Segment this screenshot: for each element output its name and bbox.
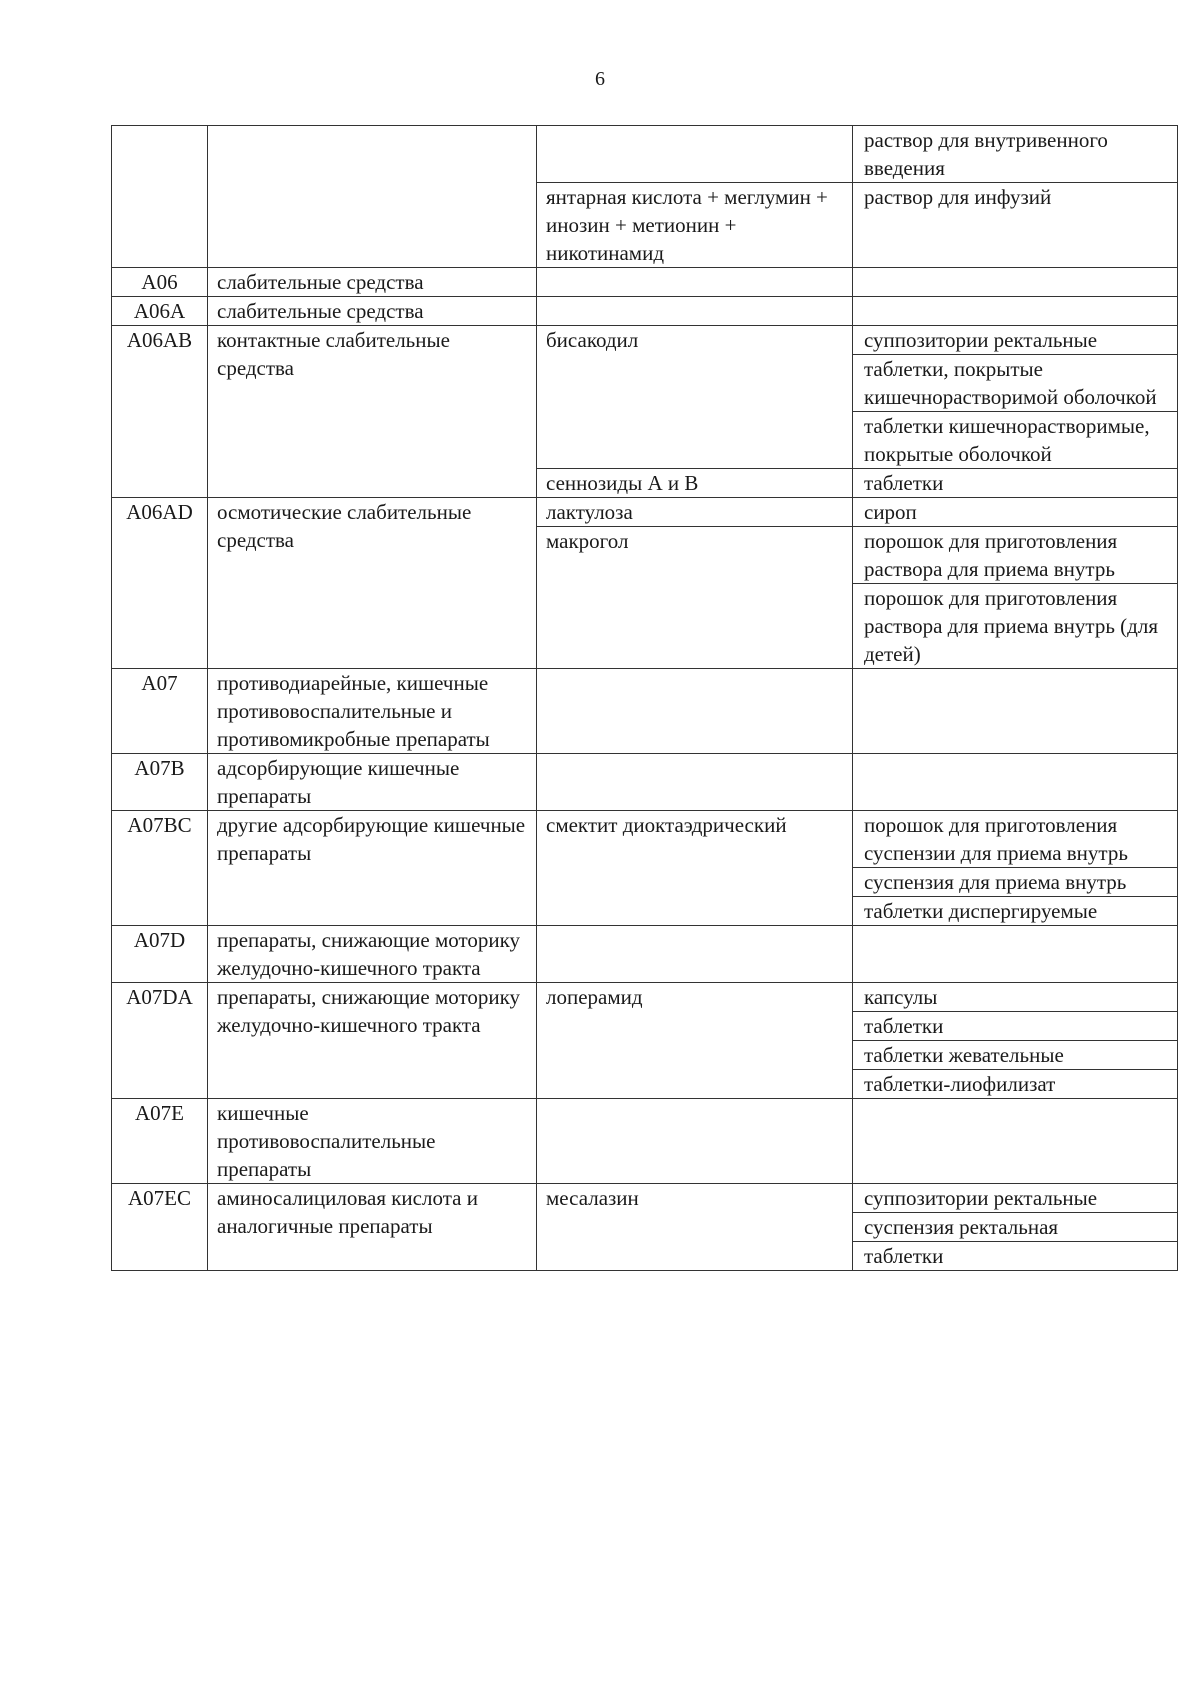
- group-name-cell: другие адсорбирующие кишечные препараты: [208, 811, 537, 926]
- drug-name-cell: лоперамид: [537, 983, 853, 1099]
- group-name-cell: аминосалициловая кислота и аналогичные препараты: [208, 1184, 537, 1271]
- drug-name-cell: [537, 669, 853, 754]
- group-name-cell: осмотические слабительные средства: [208, 498, 537, 669]
- table-row: [112, 669, 1178, 754]
- dosage-form: суппозитории ректальные: [853, 326, 1177, 355]
- atc-code-cell: A07EC: [112, 1184, 208, 1271]
- drug-table: [111, 125, 1178, 1271]
- drug-name-cell: сеннозиды А и В: [537, 469, 853, 498]
- dosage-form: таблетки кишечнорастворимые, покрытые оболочкой: [864, 414, 1150, 466]
- dosage-forms-cell: [853, 811, 1178, 926]
- table-row: [112, 268, 1178, 297]
- drug-name-cell: [537, 268, 853, 297]
- dosage-forms-cell: [853, 983, 1178, 1099]
- atc-code-cell: A07: [112, 669, 208, 754]
- group-name-cell: слабительные средства: [208, 297, 537, 326]
- table-row: [112, 498, 1178, 527]
- dosage-form: сироп: [864, 500, 917, 524]
- atc-code-cell: A07DA: [112, 983, 208, 1099]
- dosage-form: суппозитории ректальные: [853, 1184, 1177, 1213]
- dosage-form: суспензия ректальная: [853, 1213, 1177, 1242]
- dosage-form: таблетки, покрытые кишечнорастворимой оболочкой: [853, 355, 1177, 412]
- dosage-forms-cell: [853, 126, 1178, 183]
- dosage-form: таблетки жевательные: [853, 1041, 1177, 1070]
- drug-name-cell: [537, 1099, 853, 1184]
- dosage-form: таблетки: [864, 471, 944, 495]
- atc-code-cell: A07B: [112, 754, 208, 811]
- table-row: [112, 326, 1178, 469]
- dosage-form: таблетки: [853, 1012, 1177, 1041]
- drug-name-cell: [537, 297, 853, 326]
- atc-code-cell: A06AB: [112, 326, 208, 498]
- table-row: [112, 1184, 1178, 1271]
- table-row: [112, 297, 1178, 326]
- drug-name-cell: смектит диоктаэдрический: [537, 811, 853, 926]
- dosage-form: таблетки: [864, 1244, 944, 1268]
- dosage-forms-cell: [853, 469, 1178, 498]
- dosage-forms-cell: [853, 1099, 1178, 1184]
- atc-code-cell: A06A: [112, 297, 208, 326]
- page-number: 6: [595, 68, 605, 90]
- table-row: [112, 126, 1178, 183]
- dosage-forms-cell: [853, 297, 1178, 326]
- dosage-forms-cell: [853, 1184, 1178, 1271]
- group-name-cell: кишечные противовоспалительные препараты: [208, 1099, 537, 1184]
- group-name-cell: [208, 126, 537, 268]
- drug-name-cell: [537, 926, 853, 983]
- table-row: [112, 926, 1178, 983]
- drug-name-cell: лактулоза: [537, 498, 853, 527]
- atc-code-cell: A07D: [112, 926, 208, 983]
- dosage-form: таблетки-лиофилизат: [864, 1072, 1056, 1096]
- dosage-form: порошок для приготовления раствора для приема внутрь (для детей): [864, 586, 1158, 666]
- dosage-forms-cell: [853, 498, 1178, 527]
- drug-name-cell: янтарная кислота + меглумин + инозин + метионин + никотинамид: [537, 183, 853, 268]
- table-row: [112, 754, 1178, 811]
- group-name-cell: противодиарейные, кишечные противовоспалительные и противомикробные препараты: [208, 669, 537, 754]
- dosage-form: раствор для внутривенного введения: [864, 128, 1108, 180]
- atc-code-cell: A06AD: [112, 498, 208, 669]
- group-name-cell: препараты, снижающие моторику желудочно-кишечного тракта: [208, 926, 537, 983]
- dosage-forms-cell: [853, 326, 1178, 469]
- dosage-forms-cell: [853, 754, 1178, 811]
- dosage-forms-cell: [853, 926, 1178, 983]
- drug-name-cell: месалазин: [537, 1184, 853, 1271]
- dosage-form: раствор для инфузий: [864, 185, 1052, 209]
- group-name-cell: адсорбирующие кишечные препараты: [208, 754, 537, 811]
- drug-name-cell: бисакодил: [537, 326, 853, 469]
- dosage-form: суспензия для приема внутрь: [853, 868, 1177, 897]
- dosage-form: капсулы: [853, 983, 1177, 1012]
- dosage-forms-cell: [853, 183, 1178, 268]
- atc-code-cell: A06: [112, 268, 208, 297]
- atc-code-cell: A07E: [112, 1099, 208, 1184]
- group-name-cell: контактные слабительные средства: [208, 326, 537, 498]
- drug-name-cell: [537, 754, 853, 811]
- drug-name-cell: макрогол: [537, 527, 853, 669]
- atc-code-cell: [112, 126, 208, 268]
- atc-code-cell: A07BC: [112, 811, 208, 926]
- group-name-cell: препараты, снижающие моторику желудочно-кишечного тракта: [208, 983, 537, 1099]
- table-row: [112, 811, 1178, 926]
- table-row: [112, 983, 1178, 1099]
- dosage-form: порошок для приготовления суспензии для приема внутрь: [853, 811, 1177, 868]
- dosage-forms-cell: [853, 268, 1178, 297]
- dosage-forms-cell: [853, 669, 1178, 754]
- dosage-form: таблетки диспергируемые: [864, 899, 1098, 923]
- table-row: [112, 1099, 1178, 1184]
- dosage-forms-cell: [853, 527, 1178, 669]
- dosage-form: порошок для приготовления раствора для приема внутрь: [853, 527, 1177, 584]
- group-name-cell: слабительные средства: [208, 268, 537, 297]
- drug-name-cell: [537, 126, 853, 183]
